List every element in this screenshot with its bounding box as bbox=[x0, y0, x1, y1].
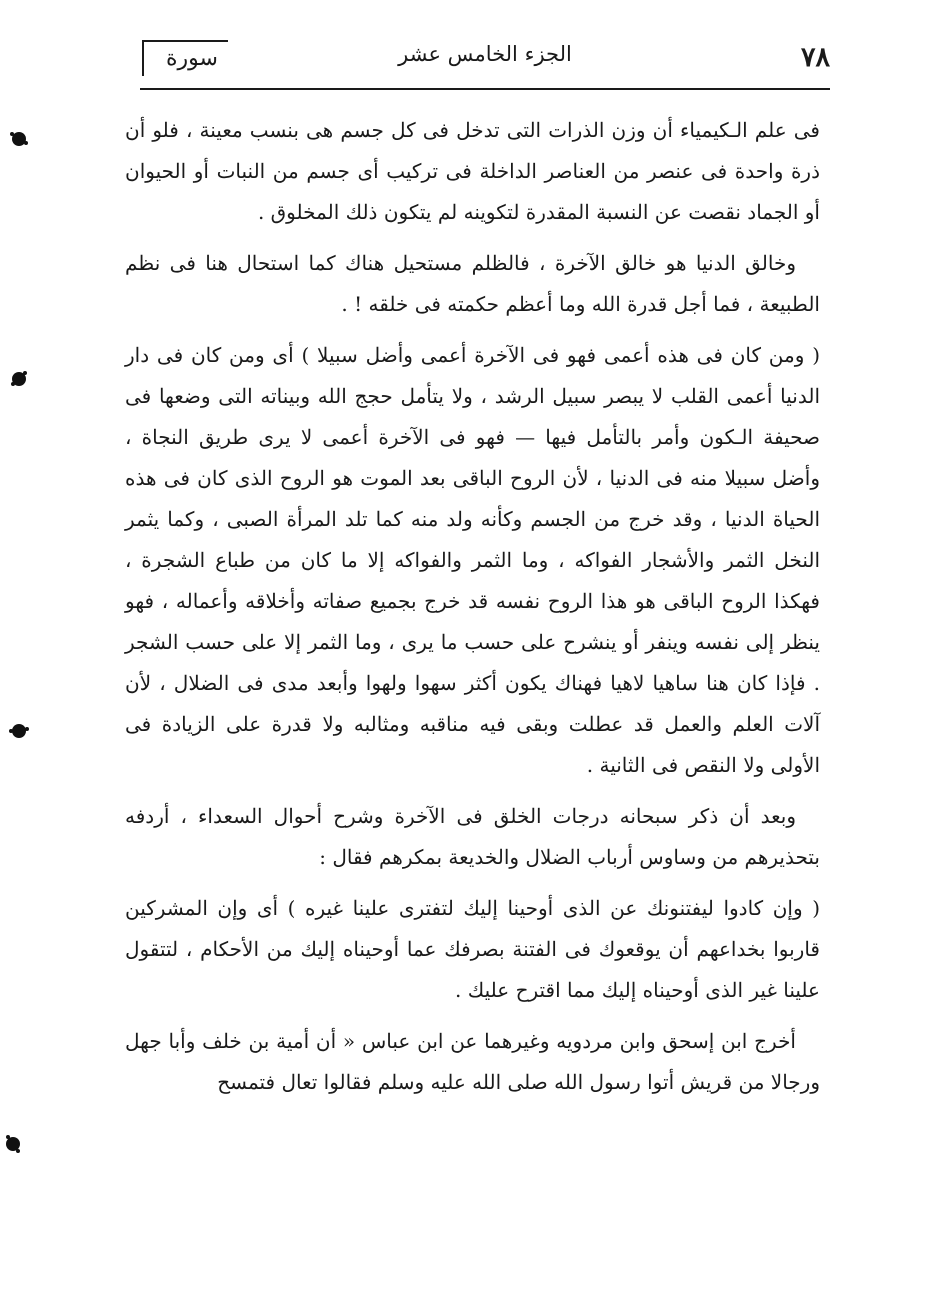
paragraph: ( وإن كادوا ليفتنونك عن الذى أوحينا إليك لتفترى علينا غيره ) أى وإن المشركين قاربوا بخداعهم أن يوقعوك فى الفتنة بصرفك عما أوحيناه إليك من الأحكام ، لتتقول علينا غير الذى أوحيناه إليك مما اقترح عليك . bbox=[125, 896, 820, 1002]
binding-hole-mark bbox=[8, 720, 30, 742]
header-rule bbox=[140, 88, 830, 90]
binding-hole-mark bbox=[8, 128, 30, 150]
paragraph: وخالق الدنيا هو خالق الآخرة ، فالظلم مستحيل هناك كما استحال هنا فى نظم الطبيعة ، فما أجل قدرة الله وما أعظم حكمته فى خلقه ! . bbox=[125, 251, 820, 316]
body-text bbox=[125, 110, 820, 1103]
binding-hole-mark bbox=[8, 368, 30, 390]
running-title: الجزء الخامس عشر bbox=[398, 42, 572, 66]
binding-hole-mark bbox=[2, 1133, 24, 1155]
paragraph: ( ومن كان فى هذه أعمى فهو فى الآخرة أعمى وأضل سبيلا ) أى ومن كان فى دار الدنيا أعمى القلب لا يبصر سبيل الرشد ، ولا يتأمل حجج الله وبيناته التى وضعها فى صحيفة الـكون وأمر بالتأمل فيها — فهو فى الآخرة أعمى لا يرى طريق النجاة ، وأضل سبيلا منه فى الدنيا ، لأن الروح الباقى بعد الموت هو الروح الذى كان فى هذه الحياة الدنيا ، وقد خرج من الجسم وكأنه ولد منه كما تلد المرأة الصبى ، وكما يثمر النخل الثمر والأشجار الفواكه ، وما الثمر والفواكه إلا ما كان من طباع الشجرة ، فهكذا الروح الباقى هو هذا الروح نفسه قد خرج بجميع صفاته وأخلاقه وأعماله ، فهو ينظر إلى نفسه وينفر أو ينشرح على حسب ما يرى ، وما الثمر إلا على حسب الشجر . فإذا كان هنا ساهيا لاهيا فهناك يكون أكثر سهوا ولهوا وأبعد مدى فى الضلال ، لأن آلات العلم والعمل قد عطلت وبقى فيه مناقبه ومثالبه ولا قدرة على الزيادة فى الأولى ولا النقص فى الثانية . bbox=[125, 343, 820, 777]
surah-label: سورة bbox=[142, 40, 228, 76]
paragraph: أخرج ابن إسحق وابن مردويه وغيرهما عن ابن عباس « أن أمية بن خلف وأبا جهل ورجالا من قريش أتوا رسول الله صلى الله عليه وسلم فقالوا تعال فتمسح bbox=[125, 1029, 820, 1094]
page-number: ٧٨ bbox=[800, 42, 830, 73]
paragraph: فى علم الـكيمياء أن وزن الذرات التى تدخل فى كل جسم هى بنسب معينة ، فلو أن ذرة واحدة فى عنصر من العناصر الداخلة فى تركيب أى جسم من النبات أو الحيوان أو الجماد نقصت عن النسبة المقدرة لتكوينه لم يتكون ذلك المخلوق . bbox=[125, 118, 820, 224]
page-header bbox=[140, 30, 830, 90]
paragraph: وبعد أن ذكر سبحانه درجات الخلق فى الآخرة وشرح أحوال السعداء ، أردفه بتحذيرهم من وساوس أرباب الضلال والخديعة بمكرهم فقال : bbox=[125, 804, 820, 869]
